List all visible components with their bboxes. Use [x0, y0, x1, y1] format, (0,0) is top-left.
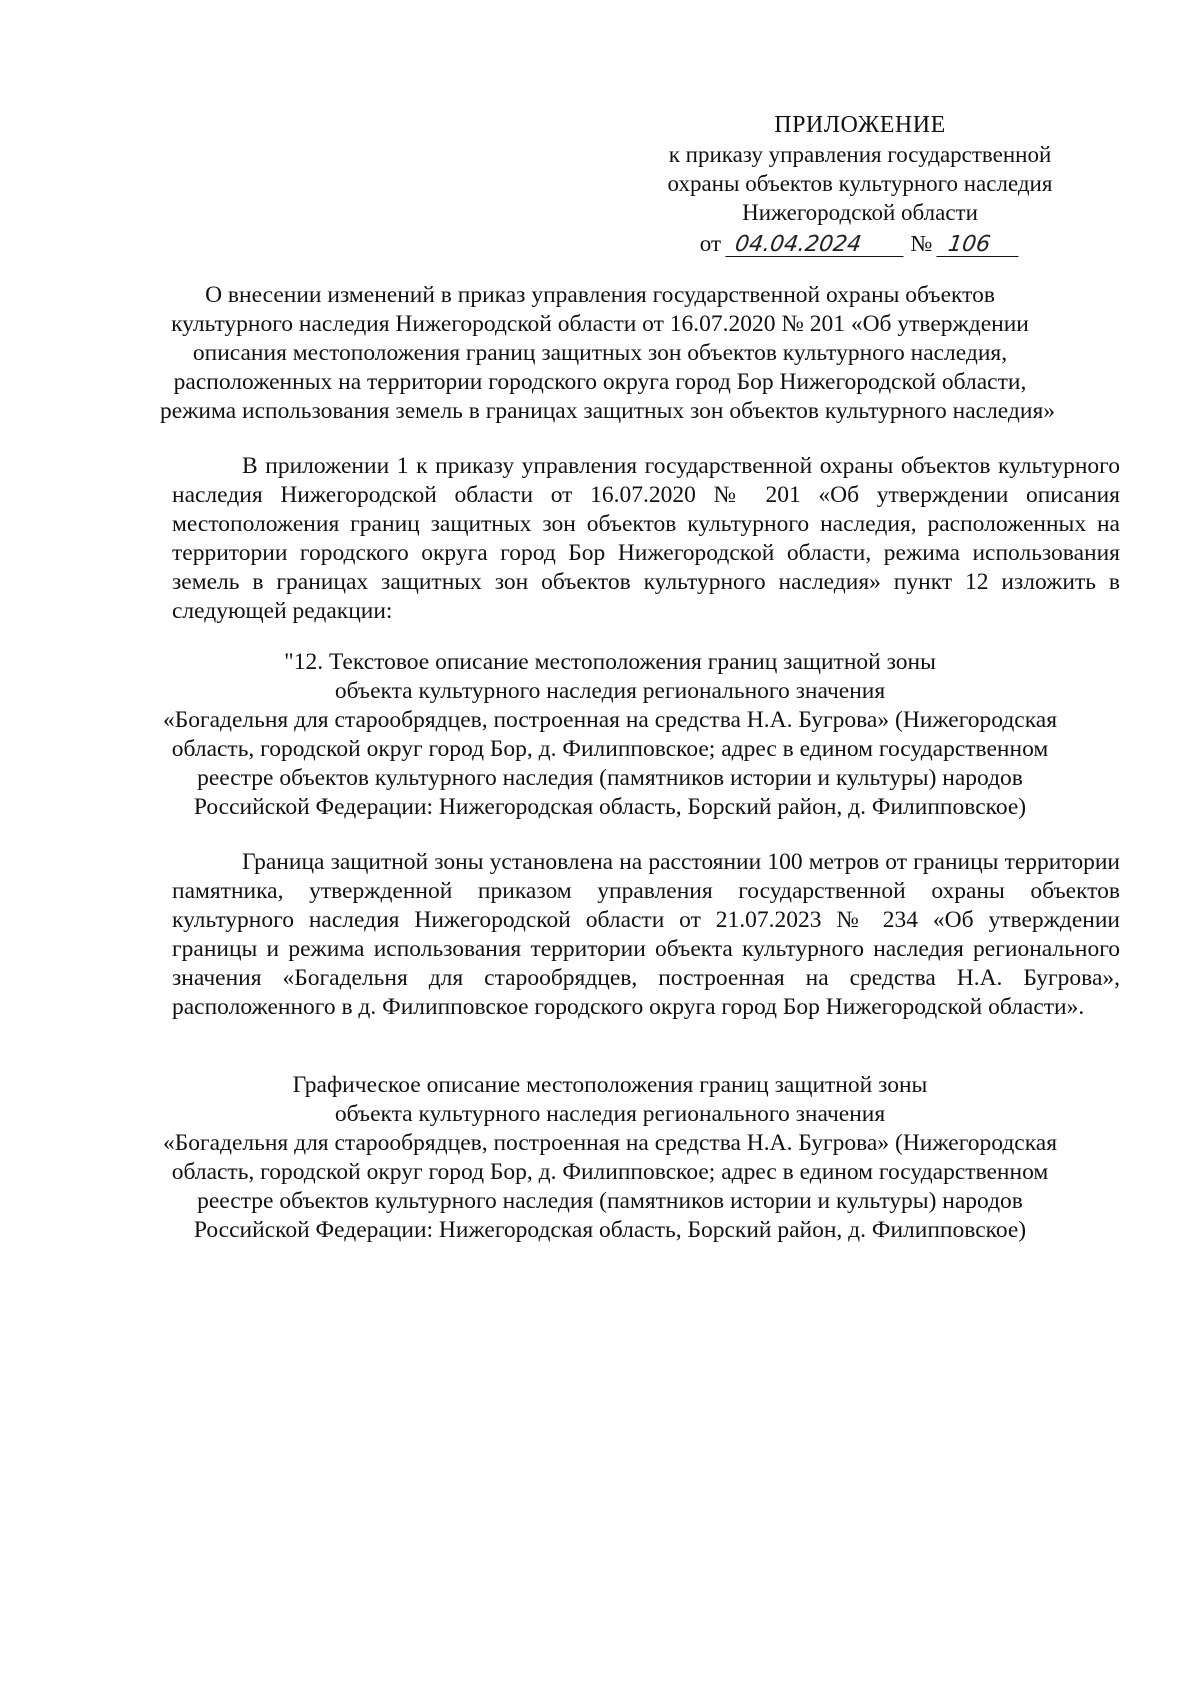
appendix-line-2: охраны объектов культурного наследия: [667, 171, 1053, 196]
section-line: Российской Федерации: Нижегородская область, Борский район, д. Филипповское): [193, 1217, 1027, 1243]
handwritten-order-number: 106: [937, 234, 1022, 257]
handwritten-order-date: 04.04.2024: [725, 234, 906, 257]
section-line: Графическое описание местоположения границ защитной зоны: [292, 1072, 928, 1098]
appendix-header: [600, 111, 1120, 258]
body-paragraph-boundary: Граница защитной зоны установлена на расстоянии 100 метров от границы территории памятника, утвержденной приказом управления государственной охраны объектов культурного наследия Нижегородской области от 21.07.2023 № 234 «Об утверждении границы и режима использования территории объекта культурного наследия регионального значения «Богадельня для старообрядцев, построенная на средства Н.А. Бугрова», расположенного в д. Филипповское городского округа город Бор Нижегородской области».: [172, 849, 1120, 1020]
date-prefix: от: [699, 231, 722, 256]
section-line: объекта культурного наследия регионального значения: [334, 678, 886, 704]
document-title: [160, 281, 1056, 426]
section-graphic-description-heading: [160, 1071, 1060, 1245]
section-line: область, городской округ город Бор, д. Филипповское; адрес в едином государственном: [171, 736, 1049, 762]
document-title-line: О внесении изменений в приказ управления государственной охраны объектов: [205, 282, 995, 308]
appendix-line-3: Нижегородской области: [742, 200, 978, 225]
section-line: реестре объектов культурного наследия (памятников истории и культуры) народов: [197, 765, 1023, 791]
section-line: реестре объектов культурного наследия (памятников истории и культуры) народов: [197, 1188, 1023, 1214]
section-line: «Богадельня для старообрядцев, построенная на средства Н.А. Бугрова» (Нижегородская: [162, 1130, 1058, 1156]
order-date-number-row: [600, 229, 1120, 258]
section-line: область, городской округ город Бор, д. Филипповское; адрес в едином государственном: [171, 1159, 1049, 1185]
document-title-line: режима использования земель в границах защитных зон объектов культурного наследия»: [160, 398, 1056, 424]
appendix-line-1: к приказу управления государственной: [668, 142, 1052, 167]
document-title-line: культурного наследия Нижегородской области от 16.07.2020 № 201 «Об утверждении: [171, 311, 1029, 337]
document-title-line: расположенных на территории городского округа город Бор Нижегородской области,: [173, 369, 1027, 395]
section-line: объекта культурного наследия регионального значения: [334, 1101, 886, 1127]
number-prefix: №: [910, 231, 933, 256]
section-line: Российской Федерации: Нижегородская область, Борский район, д. Филипповское): [193, 794, 1027, 820]
section-line: "12. Текстовое описание местоположения границ защитной зоны: [284, 649, 936, 675]
section-line: «Богадельня для старообрядцев, построенная на средства Н.А. Бугрова» (Нижегородская: [162, 707, 1058, 733]
section-text-description-heading: [160, 648, 1060, 822]
body-paragraph-amendment: В приложении 1 к приказу управления государственной охраны объектов культурного наследия Нижегородской области от 16.07.2020 № 201 «Об утверждении описания местоположения границ защитных зон объектов культурного наследия, расположенных на территории городского округа город Бор Нижегородской области, режима использования земель в границах защитных зон объектов культурного наследия» пункт 12 изложить в следующей редакции:: [172, 453, 1120, 624]
document-title-line: описания местоположения границ защитных зон объектов культурного наследия,: [192, 340, 1008, 366]
appendix-title: ПРИЛОЖЕНИЕ: [774, 112, 946, 138]
